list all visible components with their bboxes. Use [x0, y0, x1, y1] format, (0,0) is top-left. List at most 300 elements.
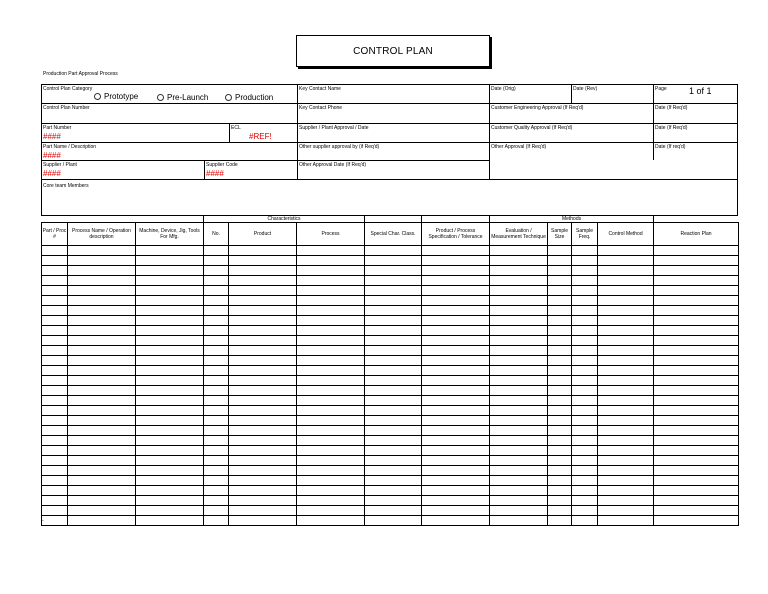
- table-cell[interactable]: [68, 486, 136, 496]
- table-cell[interactable]: [136, 256, 204, 266]
- table-cell[interactable]: [229, 276, 297, 286]
- supplier-code-value[interactable]: ####: [206, 169, 224, 178]
- table-cell[interactable]: [365, 426, 422, 436]
- table-cell[interactable]: [365, 296, 422, 306]
- table-cell[interactable]: [422, 516, 490, 526]
- table-cell[interactable]: [297, 396, 365, 406]
- table-cell[interactable]: [490, 426, 548, 436]
- table-cell[interactable]: [365, 326, 422, 336]
- table-cell[interactable]: [136, 486, 204, 496]
- table-cell[interactable]: [548, 256, 572, 266]
- table-cell[interactable]: [136, 286, 204, 296]
- table-cell[interactable]: [654, 516, 739, 526]
- table-cell[interactable]: [598, 486, 654, 496]
- table-cell[interactable]: [572, 276, 598, 286]
- table-cell[interactable]: [297, 256, 365, 266]
- table-cell[interactable]: [204, 366, 229, 376]
- table-cell[interactable]: [654, 286, 739, 296]
- table-cell[interactable]: [572, 266, 598, 276]
- table-cell[interactable]: [229, 456, 297, 466]
- radio-production[interactable]: Production: [225, 93, 273, 102]
- table-cell[interactable]: [136, 506, 204, 516]
- table-cell[interactable]: [365, 256, 422, 266]
- table-cell[interactable]: [229, 366, 297, 376]
- table-cell[interactable]: [572, 476, 598, 486]
- table-cell[interactable]: [68, 516, 136, 526]
- table-cell[interactable]: [365, 386, 422, 396]
- table-cell[interactable]: [422, 506, 490, 516]
- table-cell[interactable]: [422, 276, 490, 286]
- table-cell[interactable]: [490, 276, 548, 286]
- table-cell[interactable]: [548, 316, 572, 326]
- table-cell[interactable]: [422, 256, 490, 266]
- table-cell[interactable]: [68, 316, 136, 326]
- table-cell[interactable]: [490, 256, 548, 266]
- table-cell[interactable]: [136, 306, 204, 316]
- table-cell[interactable]: [654, 256, 739, 266]
- table-cell[interactable]: [548, 516, 572, 526]
- table-cell[interactable]: [654, 446, 739, 456]
- table-cell[interactable]: [548, 426, 572, 436]
- table-cell[interactable]: [136, 496, 204, 506]
- table-cell[interactable]: [548, 406, 572, 416]
- table-cell[interactable]: [204, 476, 229, 486]
- table-cell[interactable]: [68, 376, 136, 386]
- table-cell[interactable]: [204, 246, 229, 256]
- table-cell[interactable]: [654, 456, 739, 466]
- table-cell[interactable]: [136, 416, 204, 426]
- table-cell[interactable]: [572, 256, 598, 266]
- table-cell[interactable]: [422, 366, 490, 376]
- table-cell[interactable]: [204, 266, 229, 276]
- table-cell[interactable]: [490, 506, 548, 516]
- table-cell[interactable]: [297, 296, 365, 306]
- table-cell[interactable]: [572, 386, 598, 396]
- table-cell[interactable]: [654, 436, 739, 446]
- table-cell[interactable]: [572, 326, 598, 336]
- table-cell[interactable]: [229, 386, 297, 396]
- table-cell[interactable]: [548, 386, 572, 396]
- table-cell[interactable]: [598, 496, 654, 506]
- table-cell[interactable]: [136, 446, 204, 456]
- table-cell[interactable]: [598, 516, 654, 526]
- table-cell[interactable]: [229, 346, 297, 356]
- table-cell[interactable]: [42, 246, 68, 256]
- table-cell[interactable]: [598, 316, 654, 326]
- table-cell[interactable]: [548, 266, 572, 276]
- table-cell[interactable]: [654, 506, 739, 516]
- table-cell[interactable]: [572, 356, 598, 366]
- table-cell[interactable]: [229, 326, 297, 336]
- table-cell[interactable]: [297, 506, 365, 516]
- table-cell[interactable]: [229, 246, 297, 256]
- table-cell[interactable]: [204, 516, 229, 526]
- table-cell[interactable]: [204, 406, 229, 416]
- table-cell[interactable]: [136, 246, 204, 256]
- table-cell[interactable]: [548, 366, 572, 376]
- table-cell[interactable]: [204, 416, 229, 426]
- table-cell[interactable]: [598, 386, 654, 396]
- table-cell[interactable]: [490, 516, 548, 526]
- table-cell[interactable]: [598, 276, 654, 286]
- table-cell[interactable]: [229, 496, 297, 506]
- table-cell[interactable]: [598, 396, 654, 406]
- table-cell[interactable]: [297, 276, 365, 286]
- table-cell[interactable]: [422, 326, 490, 336]
- table-cell[interactable]: [204, 346, 229, 356]
- table-cell[interactable]: [490, 476, 548, 486]
- table-cell[interactable]: [490, 286, 548, 296]
- table-cell[interactable]: [365, 436, 422, 446]
- table-cell[interactable]: [365, 316, 422, 326]
- table-cell[interactable]: [68, 436, 136, 446]
- table-cell[interactable]: [490, 316, 548, 326]
- table-cell[interactable]: [598, 476, 654, 486]
- table-cell[interactable]: [68, 296, 136, 306]
- table-cell[interactable]: [365, 266, 422, 276]
- table-cell[interactable]: [490, 456, 548, 466]
- table-cell[interactable]: [68, 396, 136, 406]
- table-cell[interactable]: [422, 456, 490, 466]
- table-cell[interactable]: [654, 376, 739, 386]
- radio-prototype[interactable]: Prototype: [94, 92, 138, 101]
- table-cell[interactable]: [572, 486, 598, 496]
- table-cell[interactable]: [490, 296, 548, 306]
- table-cell[interactable]: [365, 496, 422, 506]
- table-cell[interactable]: [204, 446, 229, 456]
- table-cell[interactable]: [68, 276, 136, 286]
- table-cell[interactable]: [422, 476, 490, 486]
- table-cell[interactable]: [422, 396, 490, 406]
- table-cell[interactable]: [68, 366, 136, 376]
- table-cell[interactable]: [365, 376, 422, 386]
- table-cell[interactable]: [229, 466, 297, 476]
- table-cell[interactable]: [365, 346, 422, 356]
- table-cell[interactable]: [598, 356, 654, 366]
- table-cell[interactable]: [42, 416, 68, 426]
- table-cell[interactable]: [572, 426, 598, 436]
- table-cell[interactable]: [422, 346, 490, 356]
- table-cell[interactable]: [548, 286, 572, 296]
- table-cell[interactable]: [229, 476, 297, 486]
- table-cell[interactable]: [204, 296, 229, 306]
- table-cell[interactable]: [654, 336, 739, 346]
- table-cell[interactable]: [68, 306, 136, 316]
- table-cell[interactable]: [548, 486, 572, 496]
- table-cell[interactable]: [229, 376, 297, 386]
- table-cell[interactable]: [572, 406, 598, 416]
- table-cell[interactable]: [365, 286, 422, 296]
- table-cell[interactable]: [572, 296, 598, 306]
- table-cell[interactable]: [490, 386, 548, 396]
- table-cell[interactable]: [42, 496, 68, 506]
- table-cell[interactable]: [548, 506, 572, 516]
- table-cell[interactable]: [136, 426, 204, 436]
- table-cell[interactable]: [68, 506, 136, 516]
- table-cell[interactable]: [365, 406, 422, 416]
- table-cell[interactable]: [68, 466, 136, 476]
- table-cell[interactable]: [297, 486, 365, 496]
- table-cell[interactable]: [598, 306, 654, 316]
- table-cell[interactable]: [365, 506, 422, 516]
- table-cell[interactable]: [297, 326, 365, 336]
- table-cell[interactable]: [654, 296, 739, 306]
- radio-pre-launch[interactable]: Pre-Launch: [157, 93, 208, 102]
- table-cell[interactable]: [598, 346, 654, 356]
- table-cell[interactable]: [42, 296, 68, 306]
- table-cell[interactable]: [297, 356, 365, 366]
- table-cell[interactable]: [598, 456, 654, 466]
- table-cell[interactable]: [572, 346, 598, 356]
- table-cell[interactable]: [136, 386, 204, 396]
- table-cell[interactable]: [422, 266, 490, 276]
- table-cell[interactable]: [204, 466, 229, 476]
- table-cell[interactable]: [598, 376, 654, 386]
- table-cell[interactable]: [422, 376, 490, 386]
- table-cell[interactable]: [422, 306, 490, 316]
- table-cell[interactable]: [490, 326, 548, 336]
- table-cell[interactable]: [365, 336, 422, 346]
- table-cell[interactable]: [42, 506, 68, 516]
- table-cell[interactable]: [572, 496, 598, 506]
- table-cell[interactable]: [654, 316, 739, 326]
- table-cell[interactable]: [422, 496, 490, 506]
- table-cell[interactable]: [204, 256, 229, 266]
- table-cell[interactable]: [204, 336, 229, 346]
- table-cell[interactable]: [572, 416, 598, 426]
- table-cell[interactable]: [490, 436, 548, 446]
- table-cell[interactable]: [229, 356, 297, 366]
- table-cell[interactable]: [204, 356, 229, 366]
- table-cell[interactable]: [654, 416, 739, 426]
- table-cell[interactable]: [68, 416, 136, 426]
- table-cell[interactable]: [490, 356, 548, 366]
- table-cell[interactable]: [490, 416, 548, 426]
- table-cell[interactable]: [42, 386, 68, 396]
- table-cell[interactable]: [572, 336, 598, 346]
- table-cell[interactable]: [365, 246, 422, 256]
- supplier-plant-value[interactable]: ####: [43, 169, 61, 178]
- table-cell[interactable]: [598, 506, 654, 516]
- table-cell[interactable]: [136, 456, 204, 466]
- table-cell[interactable]: [365, 276, 422, 286]
- table-cell[interactable]: [297, 436, 365, 446]
- table-cell[interactable]: [136, 476, 204, 486]
- table-cell[interactable]: [229, 516, 297, 526]
- table-cell[interactable]: [572, 516, 598, 526]
- table-cell[interactable]: [598, 406, 654, 416]
- table-cell[interactable]: [598, 256, 654, 266]
- table-cell[interactable]: [42, 476, 68, 486]
- table-cell[interactable]: [654, 476, 739, 486]
- table-cell[interactable]: [68, 496, 136, 506]
- table-cell[interactable]: [204, 486, 229, 496]
- table-cell[interactable]: [654, 486, 739, 496]
- table-cell[interactable]: [42, 466, 68, 476]
- table-cell[interactable]: [598, 416, 654, 426]
- table-cell[interactable]: [68, 456, 136, 466]
- table-cell[interactable]: [297, 376, 365, 386]
- table-cell[interactable]: [68, 336, 136, 346]
- table-cell[interactable]: [490, 406, 548, 416]
- table-cell[interactable]: [42, 316, 68, 326]
- table-cell[interactable]: [229, 486, 297, 496]
- table-cell[interactable]: [548, 296, 572, 306]
- table-cell[interactable]: [490, 266, 548, 276]
- table-cell[interactable]: [204, 326, 229, 336]
- table-cell[interactable]: [548, 496, 572, 506]
- table-cell[interactable]: [490, 376, 548, 386]
- table-cell[interactable]: [654, 466, 739, 476]
- table-cell[interactable]: [297, 316, 365, 326]
- table-cell[interactable]: [42, 306, 68, 316]
- table-cell[interactable]: [572, 306, 598, 316]
- table-cell[interactable]: [422, 316, 490, 326]
- table-cell[interactable]: [229, 406, 297, 416]
- table-cell[interactable]: [572, 506, 598, 516]
- table-cell[interactable]: [42, 406, 68, 416]
- table-cell[interactable]: [297, 286, 365, 296]
- table-cell[interactable]: [229, 436, 297, 446]
- table-cell[interactable]: [422, 286, 490, 296]
- table-cell[interactable]: [548, 376, 572, 386]
- table-cell[interactable]: [42, 266, 68, 276]
- table-cell[interactable]: [572, 246, 598, 256]
- table-cell[interactable]: [598, 466, 654, 476]
- table-cell[interactable]: [422, 246, 490, 256]
- table-cell[interactable]: [572, 466, 598, 476]
- table-cell[interactable]: [490, 346, 548, 356]
- table-cell[interactable]: [136, 326, 204, 336]
- ecl-value[interactable]: #REF!: [249, 132, 272, 141]
- table-cell[interactable]: [422, 426, 490, 436]
- table-cell[interactable]: [422, 386, 490, 396]
- table-cell[interactable]: [598, 336, 654, 346]
- table-cell[interactable]: [297, 346, 365, 356]
- table-cell[interactable]: [654, 306, 739, 316]
- table-cell[interactable]: [548, 336, 572, 346]
- table-cell[interactable]: [490, 486, 548, 496]
- table-cell[interactable]: [548, 476, 572, 486]
- table-cell[interactable]: [422, 436, 490, 446]
- table-cell[interactable]: [548, 246, 572, 256]
- table-cell[interactable]: [490, 466, 548, 476]
- table-cell[interactable]: [598, 326, 654, 336]
- table-cell[interactable]: [136, 266, 204, 276]
- table-cell[interactable]: [42, 286, 68, 296]
- table-cell[interactable]: [598, 296, 654, 306]
- table-cell[interactable]: [297, 336, 365, 346]
- table-cell[interactable]: [365, 356, 422, 366]
- table-cell[interactable]: [42, 326, 68, 336]
- table-cell[interactable]: [68, 386, 136, 396]
- table-cell[interactable]: [42, 446, 68, 456]
- table-cell[interactable]: [229, 426, 297, 436]
- table-cell[interactable]: [548, 436, 572, 446]
- table-cell[interactable]: [365, 416, 422, 426]
- table-cell[interactable]: [654, 406, 739, 416]
- core-team-box[interactable]: [41, 179, 738, 216]
- table-cell[interactable]: [297, 456, 365, 466]
- table-cell[interactable]: [204, 426, 229, 436]
- table-cell[interactable]: [598, 426, 654, 436]
- table-cell[interactable]: [598, 246, 654, 256]
- table-cell[interactable]: [229, 316, 297, 326]
- table-cell[interactable]: [229, 296, 297, 306]
- table-cell[interactable]: [297, 386, 365, 396]
- table-cell[interactable]: [68, 286, 136, 296]
- table-cell[interactable]: [204, 436, 229, 446]
- table-cell[interactable]: [229, 256, 297, 266]
- table-cell[interactable]: [229, 266, 297, 276]
- table-cell[interactable]: [654, 326, 739, 336]
- table-cell[interactable]: [136, 466, 204, 476]
- table-cell[interactable]: [136, 336, 204, 346]
- table-cell[interactable]: [68, 326, 136, 336]
- table-cell[interactable]: [490, 446, 548, 456]
- table-cell[interactable]: [548, 356, 572, 366]
- table-cell[interactable]: [365, 396, 422, 406]
- table-cell[interactable]: [136, 316, 204, 326]
- table-cell[interactable]: [654, 346, 739, 356]
- table-cell[interactable]: [548, 446, 572, 456]
- table-cell[interactable]: [422, 446, 490, 456]
- table-cell[interactable]: [490, 396, 548, 406]
- table-cell[interactable]: [204, 506, 229, 516]
- table-cell[interactable]: [136, 346, 204, 356]
- table-cell[interactable]: [598, 286, 654, 296]
- table-cell[interactable]: [490, 496, 548, 506]
- table-cell[interactable]: [204, 396, 229, 406]
- table-cell[interactable]: [42, 376, 68, 386]
- table-cell[interactable]: [136, 516, 204, 526]
- table-cell[interactable]: [204, 386, 229, 396]
- table-cell[interactable]: [598, 446, 654, 456]
- table-cell[interactable]: [229, 306, 297, 316]
- table-cell[interactable]: [548, 456, 572, 466]
- part-number-value[interactable]: ####: [43, 132, 61, 141]
- table-cell[interactable]: [572, 366, 598, 376]
- table-cell[interactable]: [229, 506, 297, 516]
- table-cell[interactable]: [136, 276, 204, 286]
- table-cell[interactable]: [598, 366, 654, 376]
- table-cell[interactable]: [297, 266, 365, 276]
- table-cell[interactable]: [654, 386, 739, 396]
- table-cell[interactable]: [572, 396, 598, 406]
- table-cell[interactable]: [42, 366, 68, 376]
- table-cell[interactable]: [548, 326, 572, 336]
- table-cell[interactable]: [229, 446, 297, 456]
- table-cell[interactable]: [68, 266, 136, 276]
- table-cell[interactable]: [297, 246, 365, 256]
- table-cell[interactable]: [548, 346, 572, 356]
- table-cell[interactable]: [136, 436, 204, 446]
- table-cell[interactable]: [654, 396, 739, 406]
- table-cell[interactable]: [548, 416, 572, 426]
- table-cell[interactable]: [654, 266, 739, 276]
- table-cell[interactable]: [68, 256, 136, 266]
- table-cell[interactable]: [598, 266, 654, 276]
- table-cell[interactable]: [422, 486, 490, 496]
- table-cell[interactable]: [204, 456, 229, 466]
- table-cell[interactable]: [297, 306, 365, 316]
- table-cell[interactable]: [136, 406, 204, 416]
- table-cell[interactable]: [654, 426, 739, 436]
- table-cell[interactable]: [204, 376, 229, 386]
- table-cell[interactable]: [365, 476, 422, 486]
- table-cell[interactable]: [42, 456, 68, 466]
- table-cell[interactable]: [68, 356, 136, 366]
